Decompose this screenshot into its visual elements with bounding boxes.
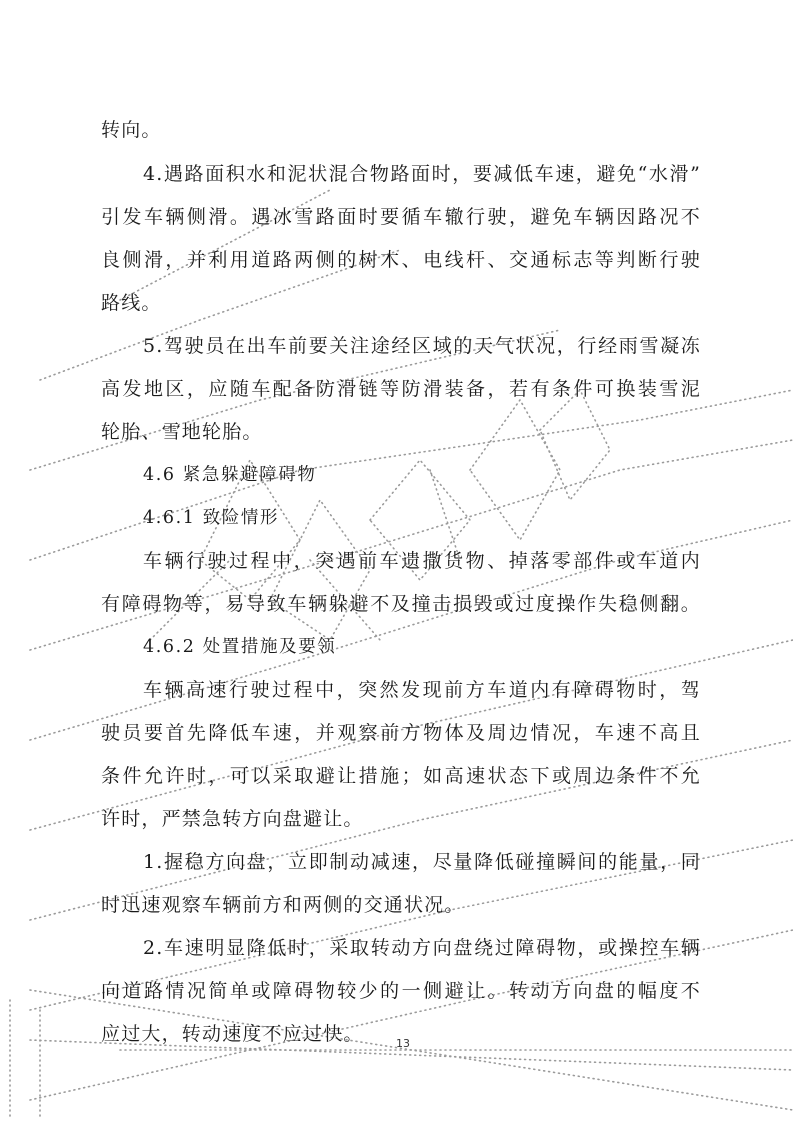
section-heading: 4.6 紧急躲避障碍物 [143,465,317,485]
body-text-line: 4.遇路面积水和泥状混合物路面时，要减低车速，避免“水滑” [143,163,701,185]
body-text-line: 引发车辆侧滑。遇冰雪路面时要循车辙行驶，避免车辆因路况不 [101,206,701,228]
body-text-line: 转向。 [101,119,162,141]
body-text-line: 时迅速观察车辆前方和两侧的交通状况。 [101,894,465,916]
body-text-line: 条件允许时，可以采取避让措施；如高速状态下或周边条件不允 [101,765,701,787]
subsection-heading: 4.6.2 处置措施及要领 [143,637,337,657]
body-text-line: 有障碍物等，易导致车辆躲避不及撞击损毁或过度操作失稳侧翻。 [101,593,701,615]
body-text-line: 驶员要首先降低车速，并观察前方物体及周边情况，车速不高且 [101,722,701,744]
body-text-line: 许时，严禁急转方向盘避让。 [101,808,364,830]
body-text-line: 车辆行驶过程中，突遇前车遗撒货物、掉落零部件或车道内 [143,550,701,572]
body-text-line: 路线。 [101,292,162,314]
body-text-line: 应过大，转动速度不应过快。 [101,1023,364,1045]
body-text-line: 2.车速明显降低时，采取转动方向盘绕过障碍物，或操控车辆 [143,937,701,959]
body-text-line: 轮胎、雪地轮胎。 [101,421,263,443]
subsection-heading: 4.6.1 致险情形 [143,508,280,528]
body-text-line: 高发地区，应随车配备防滑链等防滑装备，若有条件可换装雪泥 [101,378,701,400]
body-text-line: 1.握稳方向盘，立即制动减速，尽量降低碰撞瞬间的能量，同 [143,851,701,873]
page-number: 13 [396,1037,410,1050]
body-text-line: 5.驾驶员在出车前要关注途经区域的天气状况，行经雨雪凝冻 [143,335,701,357]
body-text-line: 车辆高速行驶过程中，突然发现前方车道内有障碍物时，驾 [143,679,701,701]
body-text-line: 良侧滑，并利用道路两侧的树木、电线杆、交通标志等判断行驶 [101,249,701,271]
body-text-line: 向道路情况简单或障碍物较少的一侧避让。转动方向盘的幅度不 [101,980,701,1002]
